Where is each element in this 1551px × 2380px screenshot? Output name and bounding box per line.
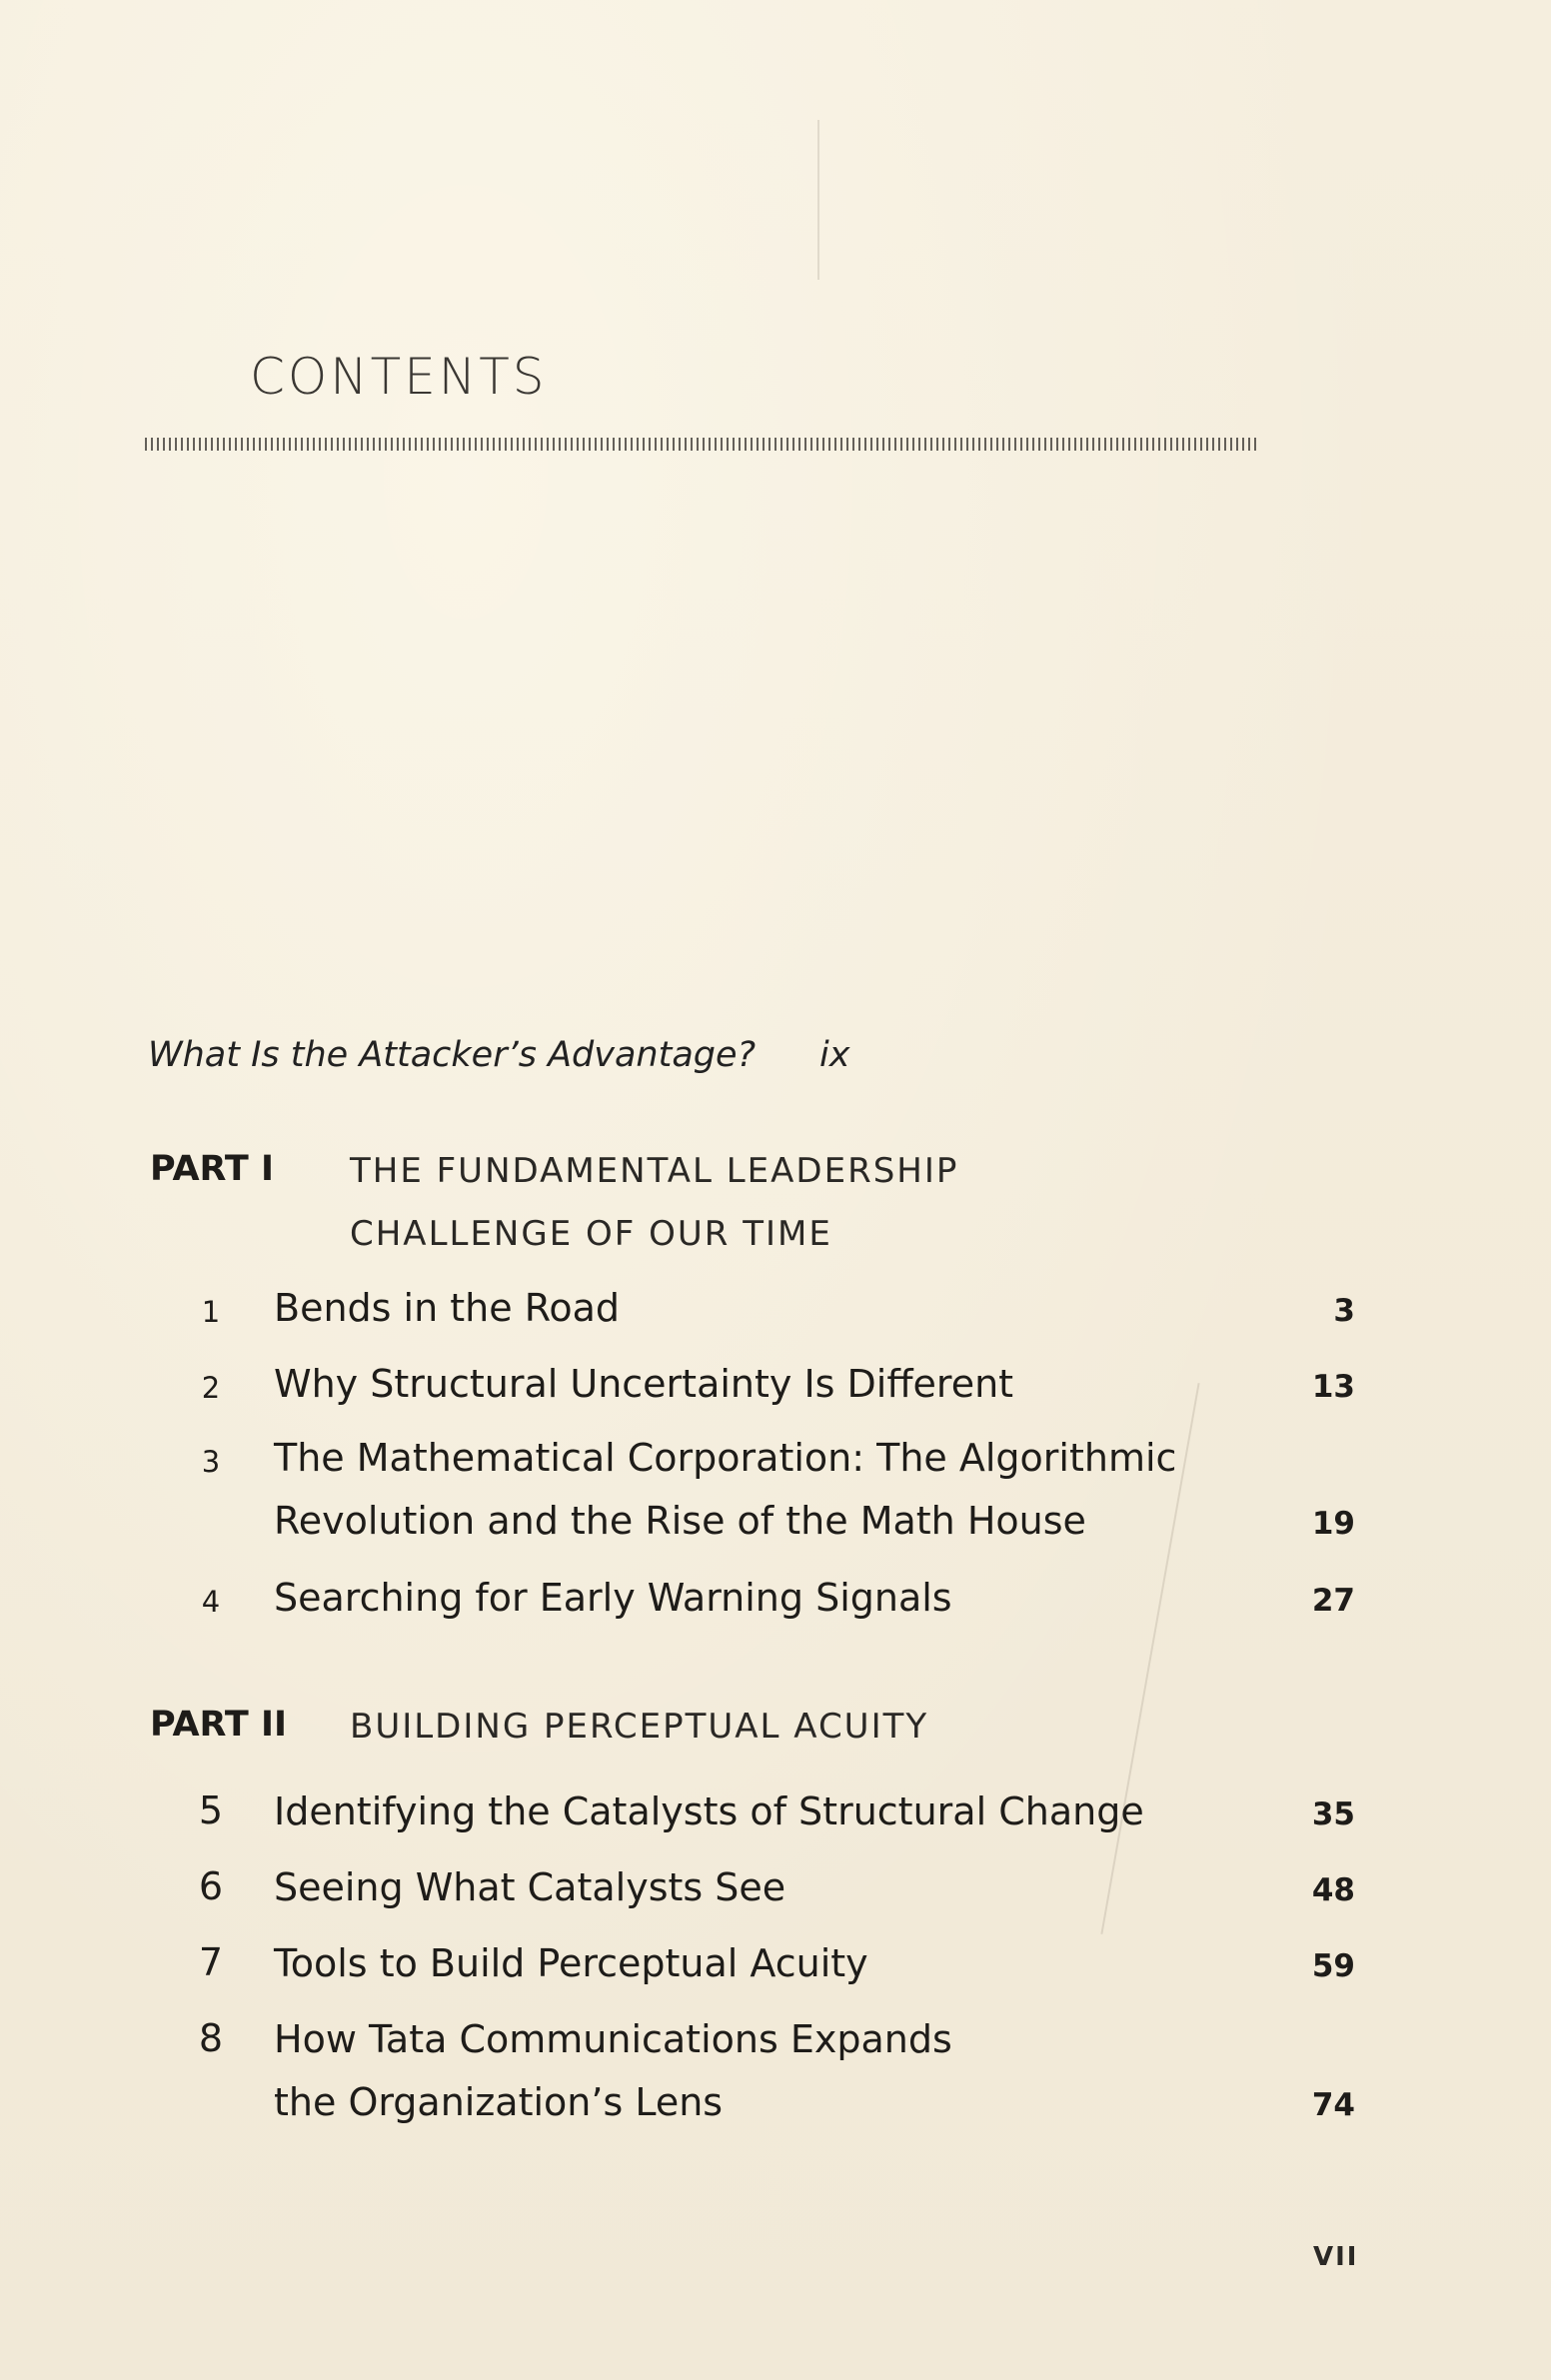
chapter-title-line: Searching for Early Warning Signals (274, 1576, 952, 1620)
chapter-number: 6 (198, 1864, 224, 1908)
foreword-page-number: ix (819, 1035, 850, 1075)
page-title: CONTENTS (250, 348, 548, 406)
chapter-title-line: Revolution and the Rise of the Math House (274, 1499, 1086, 1543)
chapter-page-number: 74 (1311, 2087, 1355, 2123)
chapter-number: 7 (198, 1940, 224, 1984)
part-2-title-line: BUILDING PERCEPTUAL ACUITY (350, 1707, 929, 1747)
chapter-number: 1 (201, 1295, 221, 1329)
chapter-title (274, 1427, 1176, 1553)
chapter-title-line: The Mathematical Corporation: The Algorithmic (274, 1436, 1177, 1480)
chapter-page-number: 35 (1311, 1796, 1355, 1832)
part-1-title (350, 1140, 958, 1266)
chapter-page-number: 59 (1311, 1948, 1355, 1984)
chapter-page-number: 3 (1333, 1293, 1355, 1329)
part-2-title (350, 1696, 928, 1759)
part-1-title-line: CHALLENGE OF OUR TIME (350, 1214, 832, 1254)
chapter-page-number: 27 (1311, 1583, 1355, 1619)
chapter-title-line: How Tata Communications Expands (274, 2017, 952, 2061)
chapter-number: 5 (198, 1788, 224, 1832)
chapter-number: 4 (201, 1585, 221, 1619)
part-2-label: PART II (150, 1705, 288, 1745)
foreword-title: What Is the Attacker’s Advantage? (148, 1035, 757, 1075)
chapter-title (274, 1353, 1013, 1416)
chapter-title (274, 1567, 952, 1630)
chapter-title-line: the Organization’s Lens (274, 2080, 724, 2124)
chapter-title-line: Tools to Build Perceptual Acuity (274, 1941, 868, 1985)
chapter-title-line: Seeing What Catalysts See (274, 1865, 786, 1909)
chapter-page-number: 48 (1311, 1872, 1355, 1908)
chapter-page-number: 13 (1311, 1369, 1355, 1405)
part-1-title-line: THE FUNDAMENTAL LEADERSHIP (350, 1151, 959, 1191)
chapter-title-line: Bends in the Road (274, 1286, 621, 1330)
chapter-number: 3 (201, 1445, 221, 1479)
page-crease (817, 120, 819, 280)
chapter-number: 2 (201, 1371, 221, 1405)
hatched-rule-divider (145, 438, 1259, 451)
chapter-page-number: 19 (1311, 1506, 1355, 1542)
chapter-title (274, 1856, 785, 1919)
part-1-label: PART I (150, 1149, 274, 1189)
chapter-title-line: Why Structural Uncertainty Is Different (274, 1362, 1014, 1406)
chapter-title-line: Identifying the Catalysts of Structural Change (274, 1789, 1144, 1833)
foreword-entry (148, 1035, 850, 1075)
folio-page-number: VII (1313, 2242, 1359, 2272)
chapter-title (274, 1932, 868, 1995)
chapter-title (274, 1277, 620, 1340)
chapter-title (274, 2008, 952, 2134)
chapter-number: 8 (198, 2016, 224, 2060)
chapter-title (274, 1781, 1144, 1843)
